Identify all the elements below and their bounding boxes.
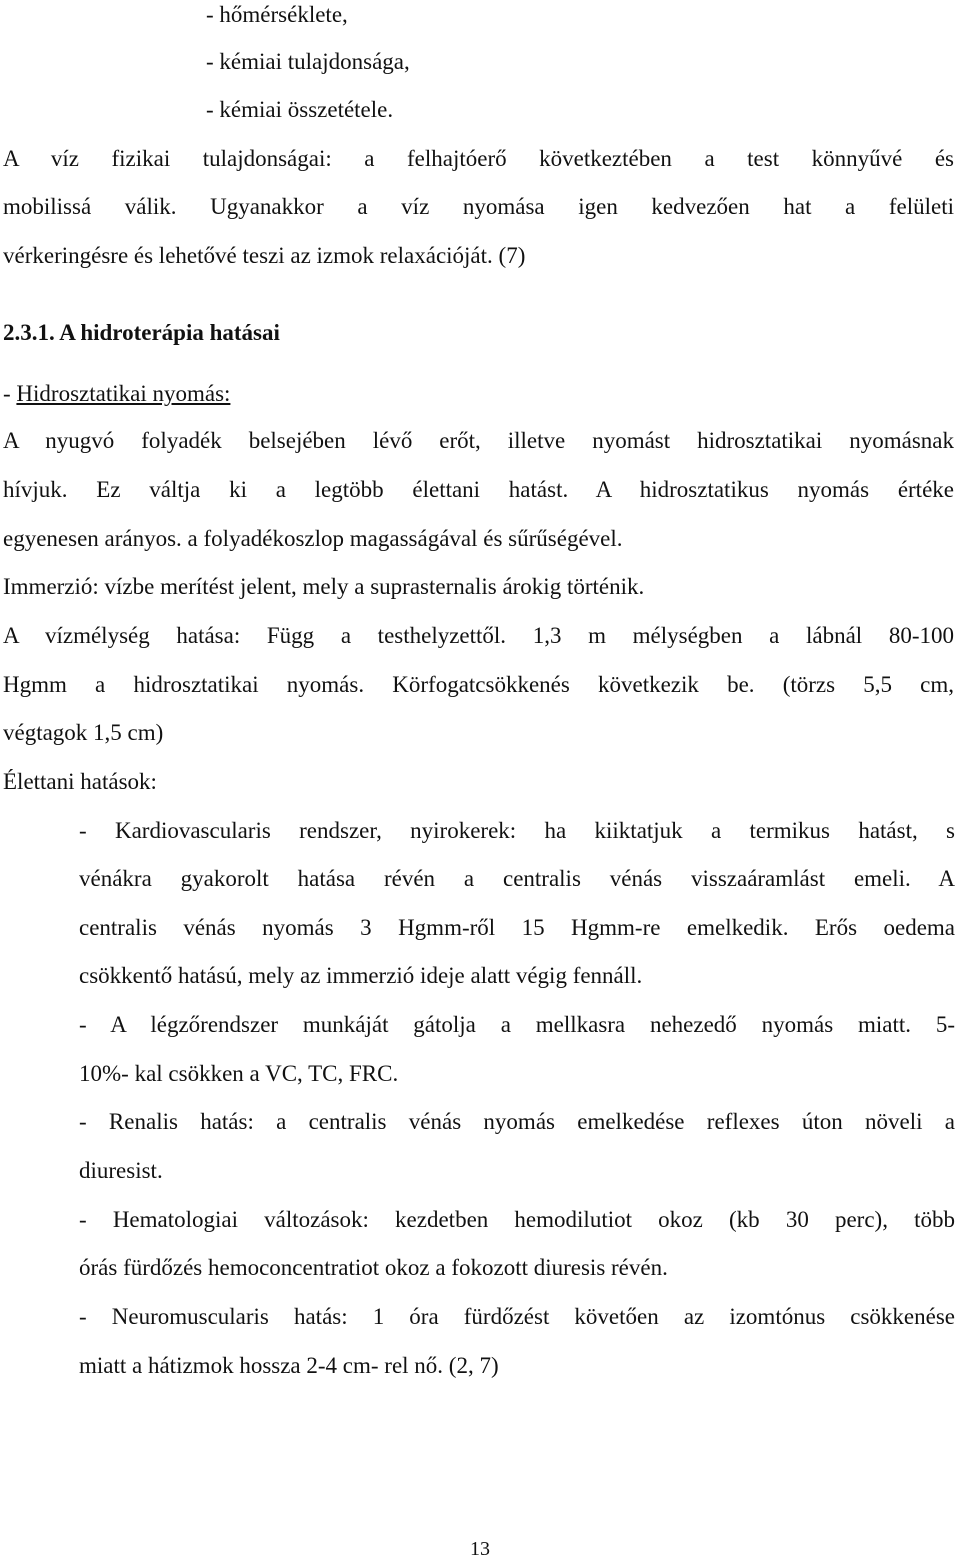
effect-cardio-line-4: csökkentő hatású, mely az immerzió ideje alatt végig fennáll. — [79, 963, 643, 988]
effect-respiratory-line-1: - A légzőrendszer munkáját gátolja a mellkasra nehezedő nyomás miatt. 5- — [79, 1012, 955, 1037]
paragraph-hydrostatic-line-2: hívjuk. Ez váltja ki a legtöbb élettani hatást. A hidrosztatikus nyomás értéke — [3, 477, 954, 502]
section-heading: 2.3.1. A hidroterápia hatásai — [3, 320, 280, 345]
effect-neuromuscular-line-2: miatt a hátizmok hossza 2-4 cm- rel nő. (2, 7) — [79, 1353, 499, 1378]
paragraph-physical-line-2: mobilissá válik. Ugyanakkor a víz nyomása igen kedvezően hat a felületi — [3, 194, 954, 219]
effect-neuromuscular-line-1: - Neuromuscularis hatás: 1 óra fürdőzést követően az izomtónus csökkenése — [79, 1304, 955, 1329]
paragraph-physical-line-1: A víz fizikai tulajdonságai: a felhajtóerő következtében a test könnyűvé és — [3, 146, 954, 171]
list-item-chemical-property: - kémiai tulajdonsága, — [206, 49, 410, 74]
immersion-definition: Immerzió: vízbe merítést jelent, mely a suprasternalis árokig történik. — [3, 574, 645, 599]
list-item-chemical-composition: - kémiai összetétele. — [206, 97, 394, 122]
page-number: 13 — [470, 1538, 490, 1560]
effect-cardio-line-2: vénákra gyakorolt hatása révén a centralis vénás visszaáramlást emeli. A — [79, 866, 955, 891]
effect-respiratory-line-2: 10%- kal csökken a VC, TC, FRC. — [79, 1061, 399, 1086]
paragraph-hydrostatic-line-1: A nyugvó folyadék belsejében lévő erőt, illetve nyomást hidrosztatikai nyomásnak — [3, 428, 954, 453]
effect-renal-line-2: diuresist. — [79, 1158, 163, 1183]
effect-cardio-line-3: centralis vénás nyomás 3 Hgmm-ről 15 Hgmm-re emelkedik. Erős oedema — [79, 915, 955, 940]
subheading-prefix: - — [3, 381, 17, 406]
subheading-hydrostatic-pressure — [3, 379, 230, 409]
paragraph-hydrostatic-line-3: egyenesen arányos. a folyadékoszlop magasságával és sűrűségével. — [3, 526, 623, 551]
effect-hematologic-line-2: órás fürdőzés hemoconcentratiot okoz a fokozott diuresis révén. — [79, 1255, 668, 1280]
list-item-temperature: - hőmérséklete, — [206, 2, 348, 27]
effect-renal-line-1: - Renalis hatás: a centralis vénás nyomás emelkedése reflexes úton növeli a — [79, 1109, 955, 1134]
water-depth-line-2: Hgmm a hidrosztatikai nyomás. Körfogatcsökkenés következik be. (törzs 5,5 cm, — [3, 672, 954, 697]
subheading-text: Hidrosztatikai nyomás: — [16, 381, 231, 406]
effect-hematologic-line-1: - Hematologiai változások: kezdetben hemodilutiot okoz (kb 30 perc), több — [79, 1207, 955, 1232]
water-depth-line-1: A vízmélység hatása: Függ a testhelyzettől. 1,3 m mélységben a lábnál 80-100 — [3, 623, 954, 648]
effect-cardio-line-1: - Kardiovascularis rendszer, nyirokerek: ha kiiktatjuk a termikus hatást, s — [79, 818, 955, 843]
paragraph-physical-line-3: vérkeringésre és lehetővé teszi az izmok relaxációját. (7) — [3, 243, 526, 268]
water-depth-line-3: végtagok 1,5 cm) — [3, 720, 164, 745]
physiological-effects-label: Élettani hatások: — [3, 769, 157, 794]
